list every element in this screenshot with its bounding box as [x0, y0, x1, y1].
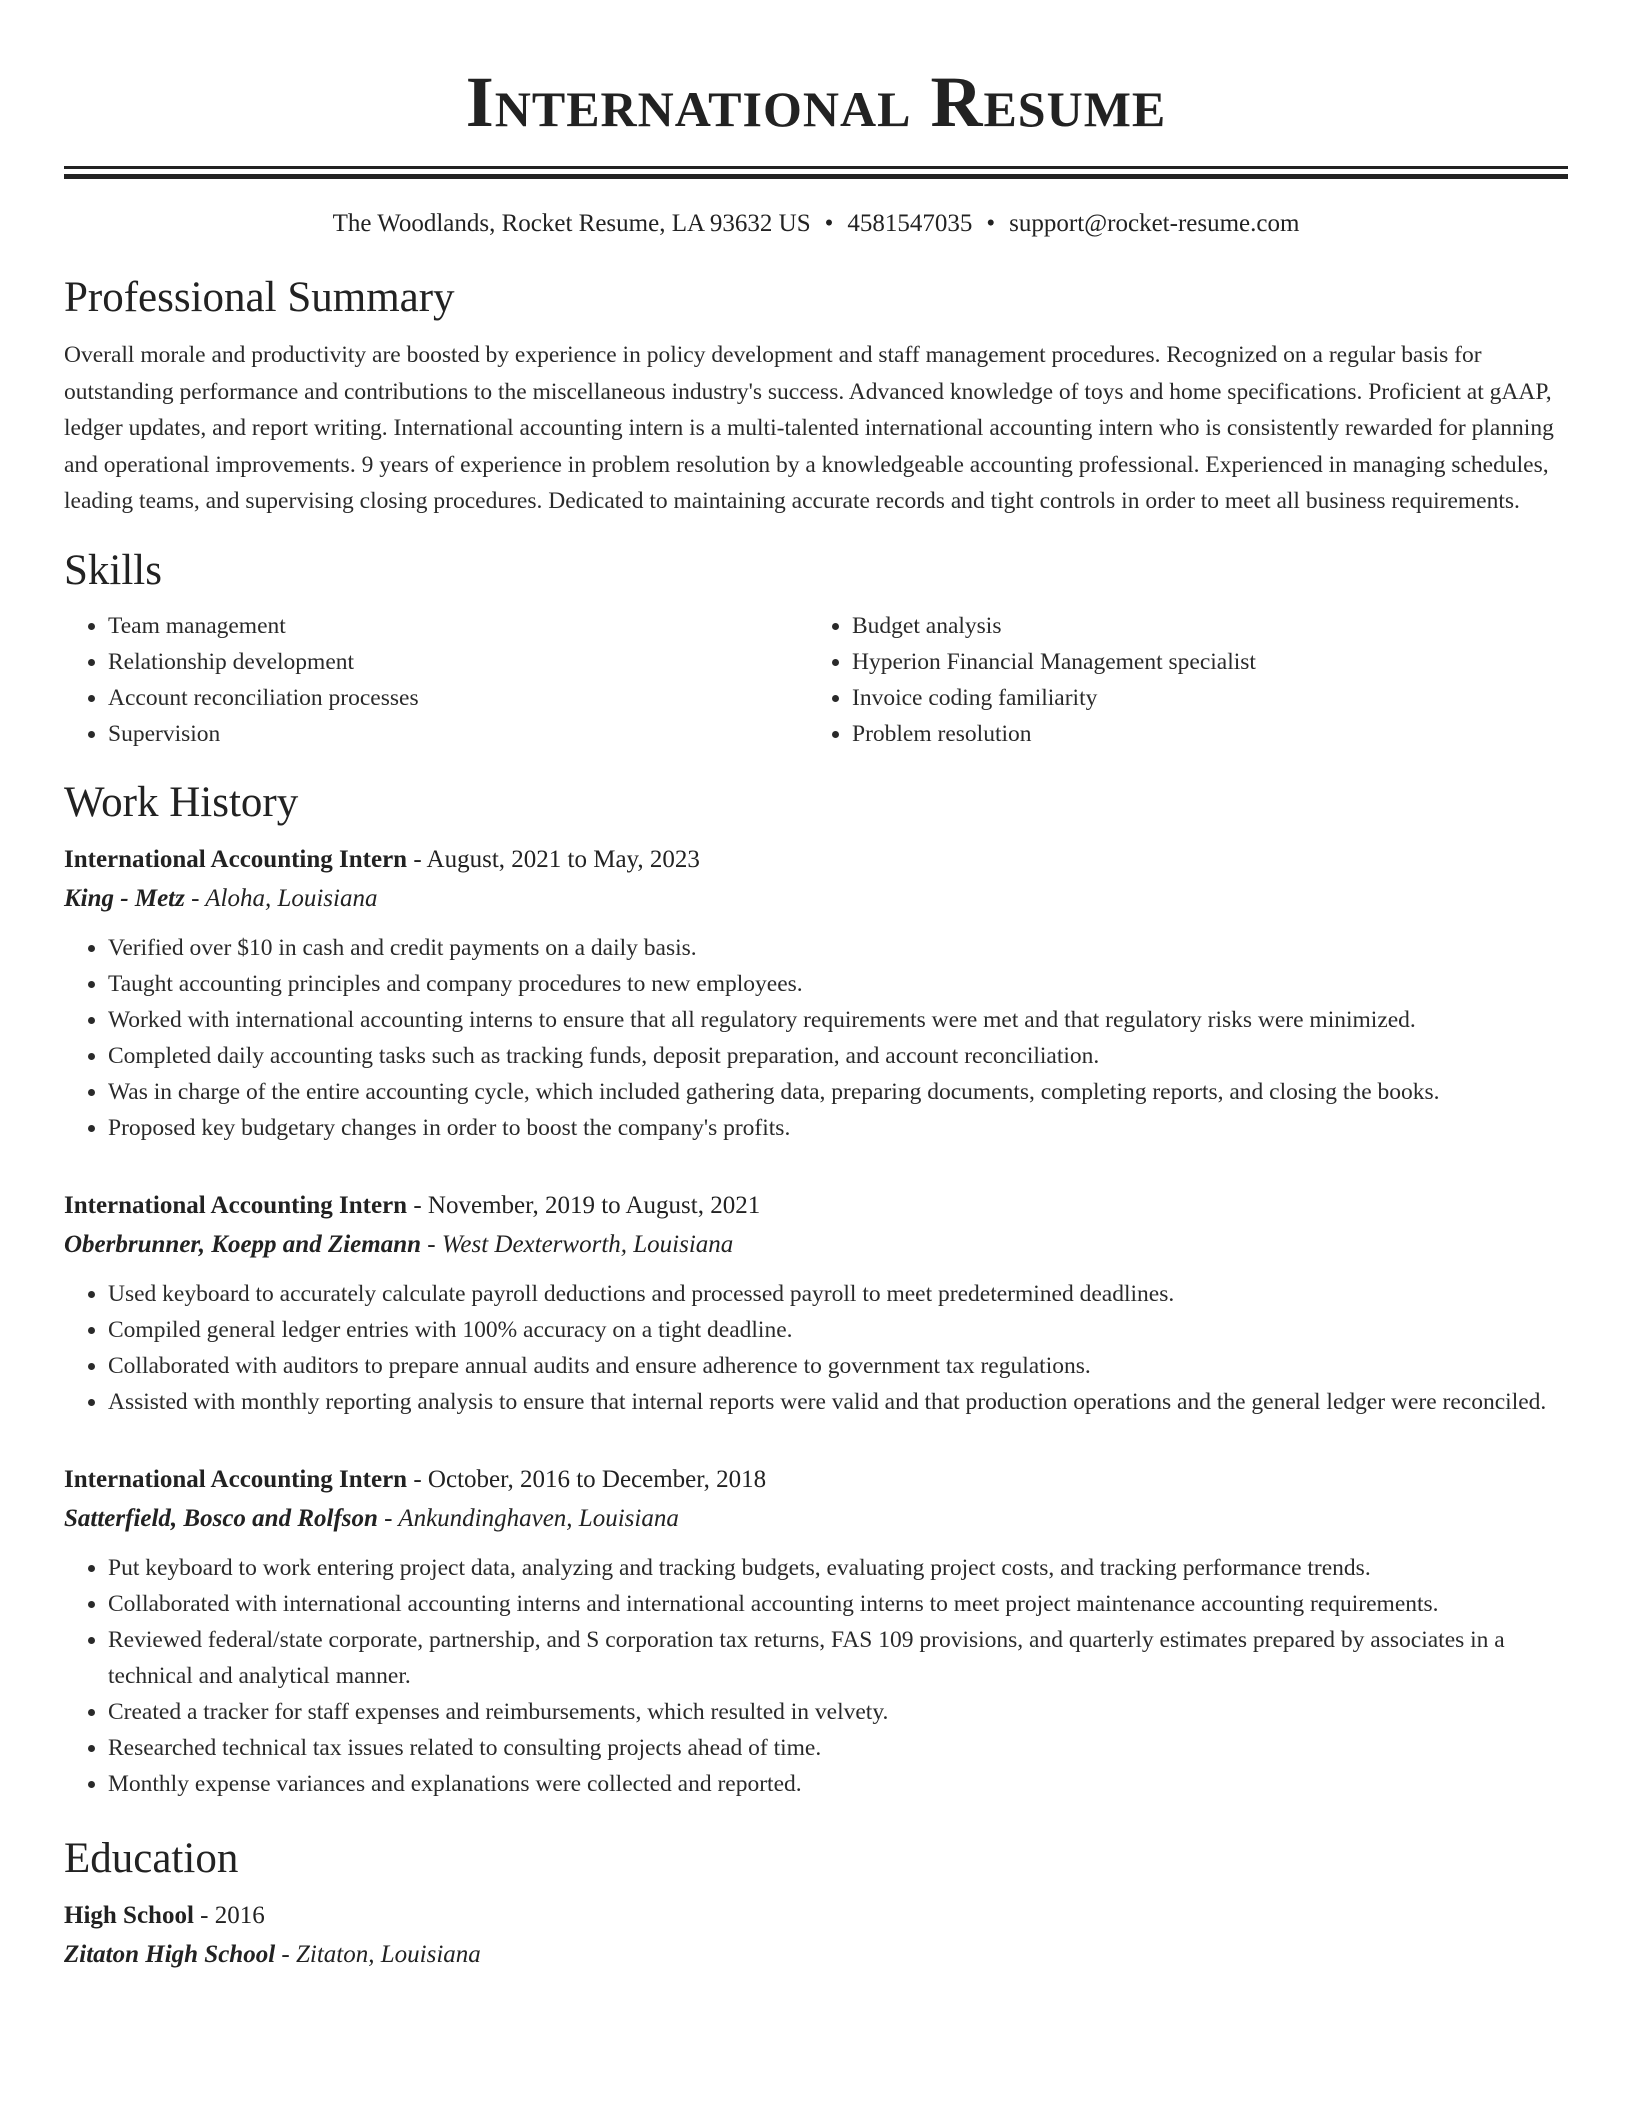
job-duties	[64, 1550, 1568, 1802]
skill-item: • Supervision	[108, 716, 808, 752]
contact-separator: •	[986, 210, 996, 237]
job-company: Oberbrunner, Koepp and Ziemann	[64, 1230, 422, 1258]
duty-item: • Was in charge of the entire accounting cycle, which included gathering data, preparing documents, completing reports, and closing the books.	[108, 1074, 1568, 1110]
education-year: 2016	[214, 1901, 265, 1929]
contact-email[interactable]: support@rocket-resume.com	[1009, 210, 1300, 237]
education-degree: High School	[64, 1901, 194, 1929]
education-school: Zitaton High School	[64, 1940, 276, 1968]
education-school-line: Zitaton High School - Zitaton, Louisiana	[64, 1940, 481, 1968]
job-duties	[64, 1276, 1568, 1420]
duty-item: • Collaborated with auditors to prepare annual audits and ensure adherence to government tax regulations.	[108, 1348, 1568, 1384]
job-company-line: Oberbrunner, Koepp and Ziemann - West Dexterworth, Louisiana	[64, 1230, 734, 1258]
duty-item: • Put keyboard to work entering project data, analyzing and tracking budgets, evaluating project costs, and tracking performance trends.	[108, 1550, 1568, 1586]
duty-item: • Reviewed federal/state corporate, partnership, and S corporation tax returns, FAS 109 provisions, and quarterly estimates prepared by associates in a technical and analytical manner.	[108, 1622, 1568, 1694]
job-header: International Accounting Intern - November, 2019 to August, 2021	[64, 1191, 761, 1219]
summary-heading: Professional Summary	[64, 274, 455, 321]
job-company: King - Metz	[64, 884, 185, 912]
job-dates: October, 2016 to December, 2018	[427, 1465, 767, 1493]
skills-list	[64, 608, 1568, 752]
duty-item: • Created a tracker for staff expenses and reimbursements, which resulted in velvety.	[108, 1694, 1568, 1730]
job-location: West Dexterworth, Louisiana	[441, 1230, 734, 1258]
job-entry	[64, 1186, 1568, 1420]
duty-item: • Worked with international accounting interns to ensure that all regulatory requirements were met and that regulatory risks were minimized.	[108, 1002, 1568, 1038]
job-entry	[64, 1460, 1568, 1802]
header-double-rule	[64, 166, 1568, 169]
education-header: High School - 2016	[64, 1901, 265, 1929]
duty-item: • Collaborated with international accounting interns and international accounting interns to meet project maintenance accounting requirements.	[108, 1586, 1568, 1622]
job-location: Ankundinghaven, Louisiana	[398, 1504, 679, 1532]
job-dates: November, 2019 to August, 2021	[427, 1191, 761, 1219]
resume-name: International Resume	[465, 62, 1167, 142]
education-heading: Education	[64, 1834, 239, 1882]
contact-separator: •	[824, 210, 834, 237]
skills-column-right	[808, 608, 1552, 752]
job-entry	[64, 840, 1568, 1146]
skills-column-left	[64, 608, 808, 752]
duty-item: • Researched technical tax issues related to consulting projects ahead of time.	[108, 1730, 1568, 1766]
skill-item: • Team management	[108, 608, 808, 644]
contact-phone: 4581547035	[847, 210, 973, 237]
skill-item: • Problem resolution	[852, 716, 1552, 752]
skill-item: • Relationship development	[108, 644, 808, 680]
job-dates: August, 2021 to May, 2023	[426, 845, 700, 873]
summary-text: Overall morale and productivity are boosted by experience in policy development and staff management procedures. Recognized on a regular basis for outstanding performance and contributions to the miscellaneous industry's success. Advanced knowledge of toys and home specifications. Proficient at gAAP, ledger updates, and report writing. International accounting intern is a multi-talented international accounting intern who is consistently rewarded for planning and operational improvements. 9 years of experience in problem resolution by a knowledgeable accounting professional. Experienced in managing schedules, leading teams, and supervising closing procedures. Dedicated to maintaining accurate records and tight controls in order to meet all business requirements.	[64, 342, 1554, 514]
duty-item: • Compiled general ledger entries with 100% accuracy on a tight deadline.	[108, 1312, 1568, 1348]
duty-item: • Monthly expense variances and explanations were collected and reported.	[108, 1766, 1568, 1802]
job-title: International Accounting Intern	[64, 1465, 408, 1493]
job-header: International Accounting Intern - October, 2016 to December, 2018	[64, 1465, 767, 1493]
duty-item: • Verified over $10 in cash and credit payments on a daily basis.	[108, 930, 1568, 966]
job-header: International Accounting Intern - August, 2021 to May, 2023	[64, 845, 700, 873]
contact-line	[64, 207, 1568, 241]
duty-item: • Taught accounting principles and company procedures to new employees.	[108, 966, 1568, 1002]
duty-item: • Assisted with monthly reporting analysis to ensure that internal reports were valid and that production operations and the general ledger were reconciled.	[108, 1384, 1568, 1420]
skill-item: • Invoice coding familiarity	[852, 680, 1552, 716]
contact-address: The Woodlands, Rocket Resume, LA 93632 US	[332, 210, 811, 237]
duty-item: • Proposed key budgetary changes in order to boost the company's profits.	[108, 1110, 1568, 1146]
job-location: Aloha, Louisiana	[205, 884, 378, 912]
skills-heading: Skills	[64, 546, 162, 594]
job-duties	[64, 930, 1568, 1146]
job-company-line: Satterfield, Bosco and Rolfson - Ankundinghaven, Louisiana	[64, 1504, 679, 1532]
skill-item: • Hyperion Financial Management specialist	[852, 644, 1552, 680]
duty-item: • Used keyboard to accurately calculate payroll deductions and processed payroll to meet predetermined deadlines.	[108, 1276, 1568, 1312]
job-company: Satterfield, Bosco and Rolfson	[64, 1504, 378, 1532]
education-entry	[64, 1896, 1568, 1974]
skill-item: • Account reconciliation processes	[108, 680, 808, 716]
education-location: Zitaton, Louisiana	[296, 1940, 481, 1968]
job-title: International Accounting Intern	[64, 1191, 408, 1219]
work-history-heading: Work History	[64, 778, 299, 826]
job-title: International Accounting Intern	[64, 845, 408, 873]
skill-item: • Budget analysis	[852, 608, 1552, 644]
duty-item: • Completed daily accounting tasks such as tracking funds, deposit preparation, and account reconciliation.	[108, 1038, 1568, 1074]
job-company-line: King - Metz - Aloha, Louisiana	[64, 884, 378, 912]
